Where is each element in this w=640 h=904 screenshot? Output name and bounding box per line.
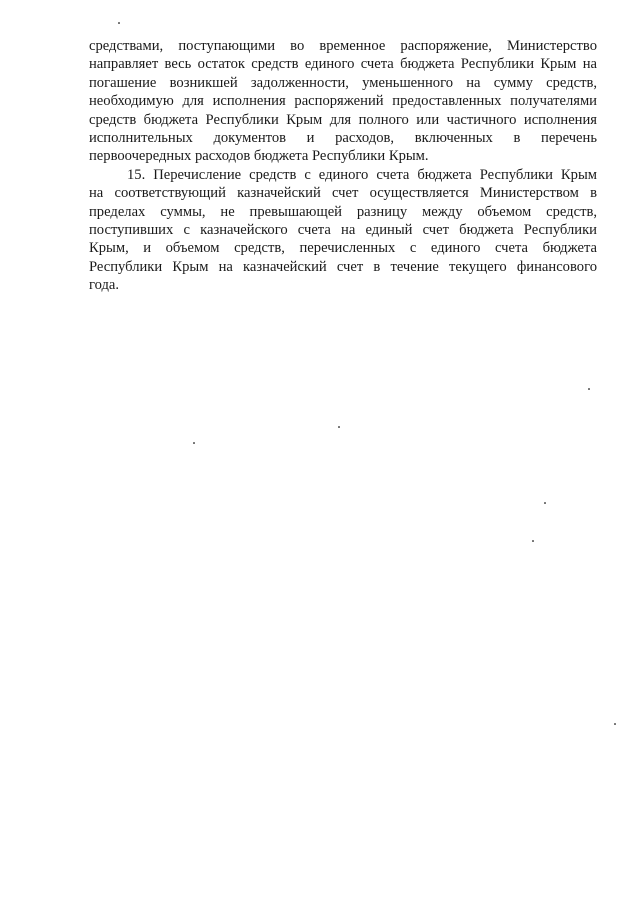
paragraph-continuation — [89, 37, 597, 166]
document-body — [89, 37, 597, 294]
text-line: погашение возникшей задолженности, уменьшенного на сумму средств, — [89, 74, 597, 91]
text-line: поступивших с казначейского счета на единый счет бюджета Республики — [89, 221, 597, 238]
text-line: средствами, поступающими во временное распоряжение, Министерство — [89, 38, 597, 54]
scan-speck — [544, 502, 546, 504]
text-line: средств бюджета Республики Крым для полного или частичного исполнения — [89, 111, 597, 128]
text-line: 15. Перечисление средств с единого счета бюджета Республики Крым — [127, 166, 597, 183]
text-line: Республики Крым на казначейский счет в течение текущего финансового — [89, 258, 597, 275]
scan-speck — [614, 723, 616, 725]
scan-speck — [338, 426, 340, 428]
text-line: на соответствующий казначейский счет осуществляется Министерством в — [89, 185, 597, 202]
scan-speck — [118, 22, 120, 24]
paragraph-15 — [89, 166, 597, 295]
text-line: Крым, и объемом средств, перечисленных с единого счета бюджета — [89, 240, 597, 257]
text-line: пределах суммы, не превышающей разницу между объемом средств, — [89, 203, 597, 220]
text-line: исполнительных документов и расходов, включенных в перечень — [89, 129, 597, 146]
scan-speck — [588, 388, 590, 390]
text-line: года. — [89, 277, 120, 294]
scan-speck — [193, 442, 195, 444]
text-line: первоочередных расходов бюджета Республики Крым. — [89, 148, 429, 165]
scan-speck — [532, 540, 534, 542]
text-line: необходимую для исполнения распоряжений предоставленных получателями — [89, 93, 597, 110]
text-line: направляет весь остаток средств единого счета бюджета Республики Крым на — [89, 56, 597, 73]
